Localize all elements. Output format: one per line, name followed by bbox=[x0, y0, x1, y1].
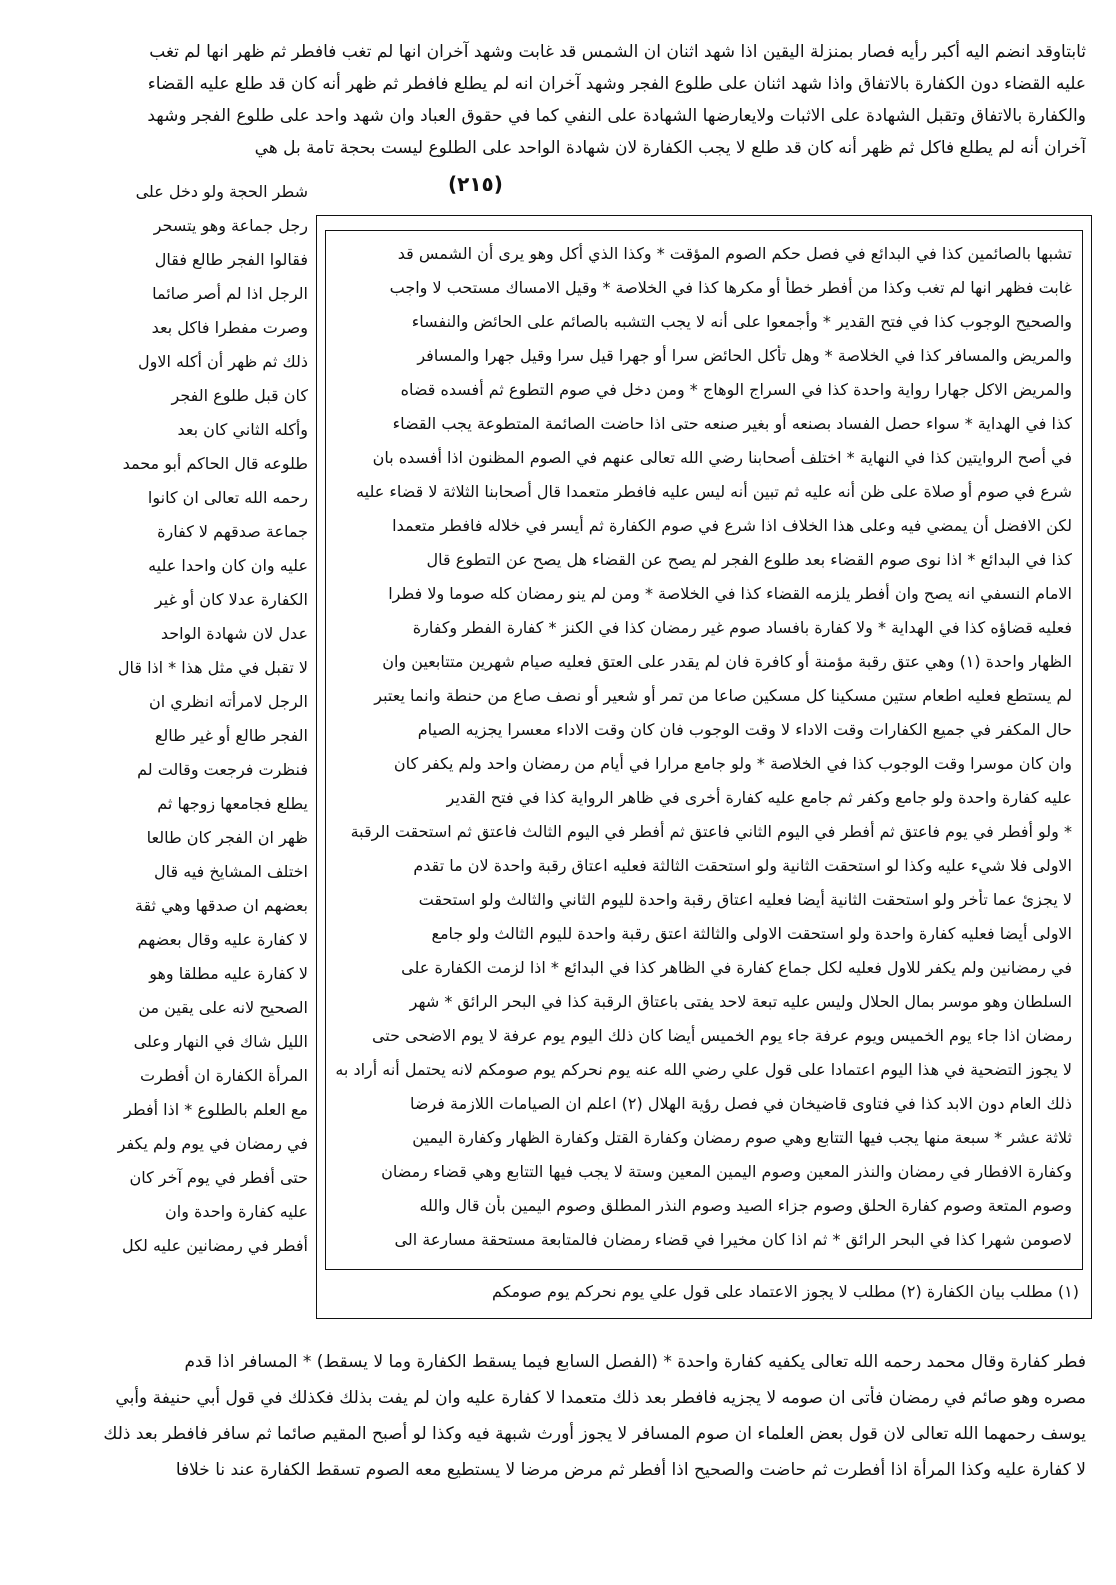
main-line: وكفارة الافطار في رمضان والنذر المعين وصوم اليمين المعين وستة لا يجب فيها التتابع وهي قضاء رمضان bbox=[381, 1162, 1072, 1181]
margin-line: رجل جماعة وهو يتسحر bbox=[153, 216, 308, 235]
margin-line: وأكله الثاني كان بعد bbox=[177, 420, 308, 439]
main-line: فعليه قضاؤه كذا في الهداية * ولا كفارة بافساد صوم غير رمضان كذا في الكنز * كفارة الفطر وكفارة bbox=[412, 618, 1072, 637]
main-line: لكن الافضل أن يمضي فيه وعلى هذا الخلاف اذا شرع في صوم الكفارة ثم أيسر في خلاله فافطر متعمدا bbox=[392, 516, 1072, 535]
main-line: لاصومن شهرا كذا في البحر الرائق * ثم اذا كان مخيرا في قضاء رمضان فالمتابعة مستحقة مسارعة الى bbox=[394, 1230, 1072, 1249]
main-line: في أصح الروايتين كذا في النهاية * اختلف أصحابنا رضي الله تعالى عنهم في الصوم المظنون اذا أفسده بان bbox=[372, 448, 1072, 467]
main-line: الاولى فلا شيء عليه وكذا لو استحقت الثانية ولو استحقت الثالثة فعليه اعتاق رقبة واحدة لان ما تقدم bbox=[413, 856, 1072, 875]
main-line: والمريض والمسافر كذا في الخلاصة * وهل تأكل الحائض سرا أو جهرا قيل سرا وقيل جهرا والمسافر bbox=[417, 346, 1072, 365]
main-text-inner-frame bbox=[325, 230, 1083, 1270]
margin-line: فنظرت فرجعت وقالت لم bbox=[137, 760, 308, 779]
bottom-line: يوسف رحمهما الله تعالى لان قول بعض العلماء ان صوم المسافر لا يجوز أورث شبهة فيه وكذا لو أصبح المقيم صائما ثم سافر فافطر بعد ذلك bbox=[103, 1424, 1086, 1444]
footnotes: (١) مطلب بيان الكفارة (٢) مطلب لا يجوز الاعتماد على قول علي يوم نحركم يوم صومكم bbox=[491, 1282, 1079, 1301]
main-line: في رمضانين ولم يكفر للاول فعليه لكل جماع كفارة في الظاهر كذا في البدائع * اذا لزمت الكفارة على bbox=[401, 958, 1072, 977]
margin-line: كان قبل طلوع الفجر bbox=[171, 386, 308, 405]
top-line: عليه القضاء دون الكفارة بالاتفاق واذا شهد اثنان على طلوع الفجر وشهد آخران انه لم يطلع فافطر ثم ظهر أنه كان قد طلع عليه القضاء bbox=[147, 74, 1086, 94]
main-line: السلطان وهو موسر بمال الحلال وليس عليه تبعة لاحد يفتى باعتاق الرقبة كذا في البحر الرائق * شهر bbox=[409, 992, 1072, 1011]
main-text-frame bbox=[316, 215, 1092, 1319]
main-line: رمضان اذا جاء يوم الخميس ويوم عرفة جاء يوم الخميس أيضا كان ذلك اليوم يوم عرفة لا يوم الاضحى حتى bbox=[371, 1026, 1072, 1045]
margin-line: شطر الحجة ولو دخل على bbox=[135, 182, 308, 201]
margin-line: جماعة صدقهم لا كفارة bbox=[157, 522, 308, 541]
main-line: الظهار واحدة (١) وهي عتق رقبة مؤمنة أو كافرة فان لم يقدر على العتق فعليه صيام شهرين متتابعين وان bbox=[382, 652, 1072, 671]
bottom-line: فطر كفارة وقال محمد رحمه الله تعالى يكفيه كفارة واحدة * (الفصل السابع فيما يسقط الكفارة وما لا يسقط) * المسافر اذا قدم bbox=[184, 1352, 1086, 1372]
main-line: * ولو أفطر في يوم فاعتق ثم أفطر في اليوم الثاني فاعتق ثم أفطر في اليوم الثالث فاعتق ثم استحقت الرقبة bbox=[350, 822, 1072, 841]
margin-line: لا كفارة عليه مطلقا وهو bbox=[149, 964, 308, 983]
main-line: عليه كفارة واحدة ولو جامع وكفر ثم جامع عليه كفارة أخرى في ظاهر الرواية كذا في فتح القدير bbox=[446, 788, 1072, 807]
margin-line: عدل لان شهادة الواحد bbox=[160, 624, 308, 643]
main-line: والمريض الاكل جهارا رواية واحدة كذا في السراج الوهاج * ومن دخل في صوم التطوع ثم أفسده قضاه bbox=[400, 380, 1072, 399]
margin-line: المرأة الكفارة ان أفطرت bbox=[139, 1066, 308, 1085]
margin-line: ذلك ثم ظهر أن أكله الاول bbox=[137, 352, 308, 371]
top-line: ثابتاوقد انضم اليه أكبر رأيه فصار بمنزلة اليقين اذا شهد اثنان ان الشمس قد غابت وشهد آخران انها لم تغب فافطر ثم ظهر انها لم تغب bbox=[149, 42, 1086, 62]
margin-line: الصحيح لانه على يقين من bbox=[138, 998, 308, 1017]
margin-line: رحمه الله تعالى ان كانوا bbox=[147, 488, 308, 507]
margin-line: أفطر في رمضانين عليه لكل bbox=[122, 1236, 308, 1255]
main-line: ذلك العام دون الابد كذا في فتاوى قاضيخان في فصل رؤية الهلال (٢) اعلم ان الصيامات اللازمة فرضا bbox=[410, 1094, 1072, 1113]
margin-line: في رمضان في يوم ولم يكفر bbox=[117, 1134, 308, 1153]
margin-line: عليه كفارة واحدة وان bbox=[165, 1202, 308, 1221]
main-line: ثلاثة عشر * سبعة منها يجب فيها التتابع وهي صوم رمضان وكفارة القتل وكفارة الظهار وكفارة اليمين bbox=[412, 1128, 1072, 1147]
main-line: تشبها بالصائمين كذا في البدائع في فصل حكم الصوم المؤقت * وكذا الذي أكل وهو يرى أن الشمس قد bbox=[397, 244, 1072, 263]
margin-line: مع العلم بالطلوع * اذا أفطر bbox=[124, 1100, 308, 1119]
main-line: وصوم المتعة وصوم كفارة الحلق وصوم جزاء الصيد وصوم النذر المطلق وصوم اليمين بأن قال والله bbox=[419, 1196, 1072, 1215]
main-line: الامام النسفي انه يصح وان أفطر يلزمه القضاء كذا في الخلاصة * ومن لم ينو رمضان كله صوما ولا فطرا bbox=[388, 584, 1072, 603]
main-line: شرع في صوم أو صلاة على ظن أنه عليه ثم تبين أنه ليس عليه فافطر متعمدا قال أصحابنا الثلاثة لا قضاء عليه bbox=[356, 482, 1072, 501]
margin-line: فقالوا الفجر طالع فقال bbox=[154, 250, 308, 269]
margin-line: الليل شاك في النهار وعلى bbox=[133, 1032, 308, 1051]
main-line: كذا في البدائع * اذا نوى صوم القضاء بعد طلوع الفجر لم يصح عن القضاء هل يصح عن التطوع قال bbox=[426, 550, 1072, 569]
main-line: لا يجوز التضحية في هذا اليوم اعتمادا على قول علي رضي الله عنه يوم نحركم يوم صومكم لانه يحتمل أنه أراد به bbox=[335, 1060, 1072, 1079]
margin-line: وصرت مفطرا فاكل بعد bbox=[151, 318, 308, 337]
margin-line: طلوعه قال الحاكم أبو محمد bbox=[122, 454, 308, 473]
margin-line: لا تقبل في مثل هذا * اذا قال bbox=[117, 658, 308, 677]
margin-line: اختلف المشايخ فيه قال bbox=[154, 862, 308, 881]
margin-line: حتى أفطر في يوم آخر كان bbox=[129, 1168, 308, 1187]
main-line: والصحيح الوجوب كذا في فتح القدير * وأجمعوا على أنه لا يجب التشبه بالصائم على الحائض والنفساء bbox=[411, 312, 1072, 331]
main-line: لا يجزئ عما تأخر ولو استحقت الثانية أيضا فعليه اعتاق رقبة واحدة لليوم الثاني والثالث ولو استحقت bbox=[418, 890, 1072, 909]
main-line: لم يستطع فعليه اطعام ستين مسكينا كل مسكين صاعا من تمر أو شعير أو نصف صاع من حنطة وانما يعتبر bbox=[374, 686, 1072, 705]
bottom-line: لا كفارة عليه وكذا المرأة اذا أفطرت ثم حاضت والصحيح اذا أفطر ثم مرض مرضا لا يستطيع معه الصوم تسقط الكفارة عند نا خلافا bbox=[175, 1460, 1086, 1480]
main-line: كذا في الهداية * سواء حصل الفساد بصنعه أو بغير صنعه حتى اذا حاضت الصائمة المتطوعة يجب القضاء bbox=[392, 414, 1072, 433]
margin-line: بعضهم ان صدقها وهي ثقة bbox=[134, 896, 308, 915]
main-line: الاولى أيضا فعليه كفارة واحدة ولو استحقت الاولى والثالثة اعتق رقبة واحدة لليوم الثالث ولو جامع bbox=[431, 924, 1072, 943]
margin-line: الرجل اذا لم أصر صائما bbox=[152, 284, 308, 303]
main-line: غابت فظهر انها لم تغب وكذا من أفطر خطأ أو مكرها كذا في الخلاصة * وقيل الامساك مستحب لا واجب bbox=[389, 278, 1072, 297]
margin-line: ظهر ان الفجر كان طالعا bbox=[146, 828, 308, 847]
bottom-line: مصره وهو صائم في رمضان فأتى ان صومه لا يجزيه فافطر بعد ذلك متعمدا لا كفارة عليه وان لم يفت بذلك فكذلك في قول أبي حنيفة وأبي bbox=[115, 1388, 1086, 1408]
page-number: (٢١٥) bbox=[448, 172, 503, 196]
main-line: حال المكفر في جميع الكفارات وقت الاداء لا وقت الوجوب فان كان وقت الاداء معسرا يجزيه الصيام bbox=[417, 720, 1072, 739]
margin-line: الفجر طالع أو غير طالع bbox=[154, 726, 308, 745]
margin-line: الكفارة عدلا كان أو غير bbox=[154, 590, 308, 609]
main-line: وان كان موسرا وقت الوجوب كذا في الخلاصة * ولو جامع مرارا في أيام من رمضان واحد ولم يكفر كان bbox=[393, 754, 1072, 773]
margin-line: لا كفارة عليه وقال بعضهم bbox=[137, 930, 308, 949]
margin-line: الرجل لامرأته انظري ان bbox=[149, 692, 308, 711]
margin-line: عليه وان كان واحدا عليه bbox=[148, 556, 308, 575]
margin-line: يطلع فجامعها زوجها ثم bbox=[157, 794, 308, 813]
top-line: والكفارة بالاتفاق وتقبل الشهادة على الاثبات ولايعارضها الشهادة على النفي كما في حقوق العباد وان شهد واحد على طلوع الفجر وشهد bbox=[147, 106, 1086, 126]
top-line: آخران أنه لم يطلع فاكل ثم ظهر أنه كان قد طلع لا يجب الكفارة لان شهادة الواحد على الطلوع ليست بحجة تامة بل هي bbox=[254, 138, 1086, 158]
